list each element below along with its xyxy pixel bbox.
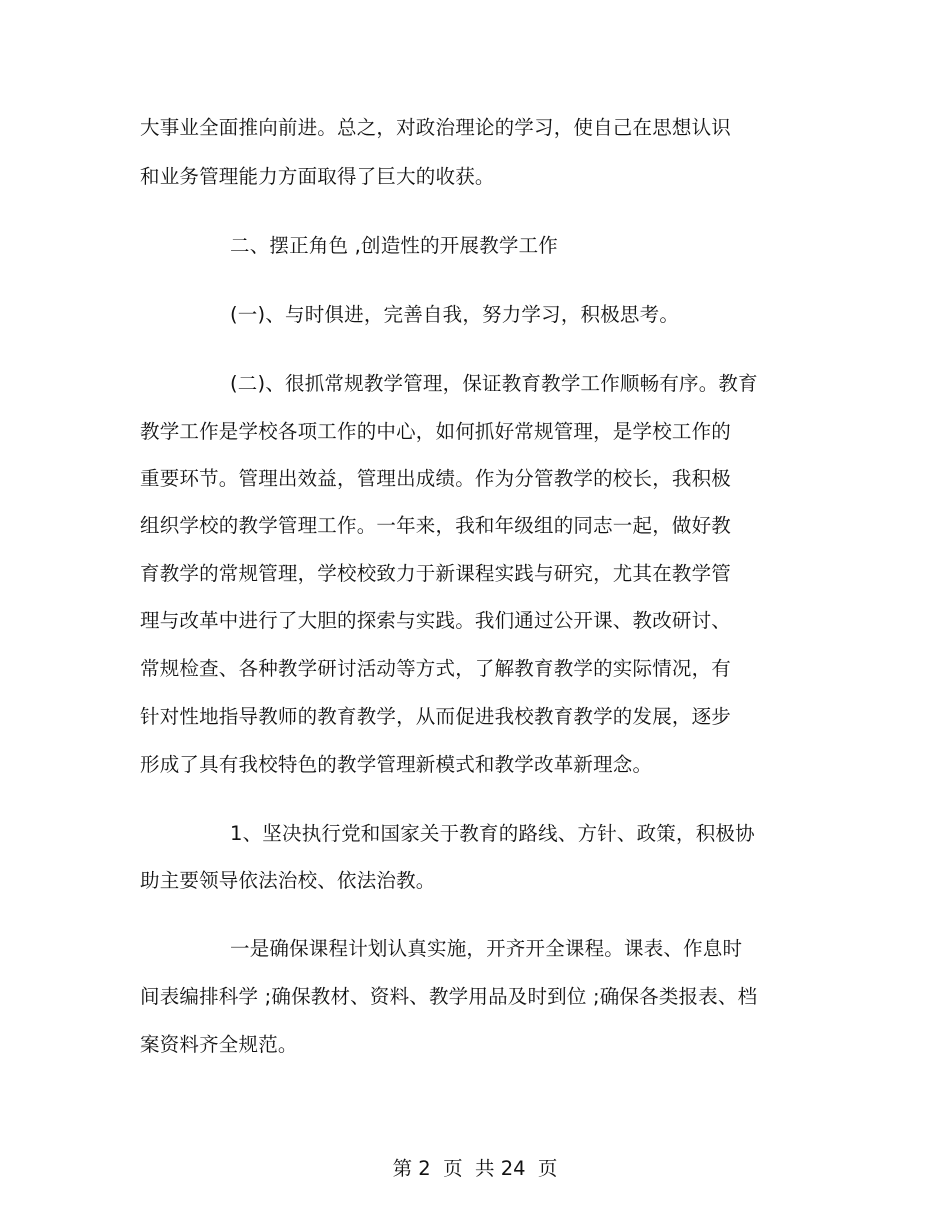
text-line: 形成了具有我校特色的教学管理新模式和教学改革新理念。 <box>140 753 653 776</box>
text-line: 组织学校的教学管理工作。一年来，我和年级组的同志一起，做好教 <box>140 514 732 537</box>
text-line: 助主要领导依法治校、依法治教。 <box>140 869 436 892</box>
text-line: 理与改革中进行了大胆的探索与实践。我们通过公开课、教改研讨、 <box>140 609 732 632</box>
text-line: 重要环节。管理出效益，管理出成绩。作为分管教学的校长，我积极 <box>140 467 732 490</box>
text-line: 教学工作是学校各项工作的中心，如何抓好常规管理，是学校工作的 <box>140 420 732 443</box>
text-line: 大事业全面推向前进。总之，对政治理论的学习，使自己在思想认识 <box>140 116 732 139</box>
text-line: 常规检查、各种教学研讨活动等方式，了解教育教学的实际情况，有 <box>140 657 732 680</box>
text-line: 和业务管理能力方面取得了巨大的收获。 <box>140 165 495 188</box>
text-line: 针对性地指导教师的教育教学，从而促进我校教育教学的发展，逐步 <box>140 705 732 728</box>
paragraph-first-line: (二)、很抓常规教学管理，保证教育教学工作顺畅有序。教育 <box>230 372 758 395</box>
paragraph-first-line: 一是确保课程计划认真实施，开齐开全课程。课表、作息时 <box>230 937 743 960</box>
text-line: 育教学的常规管理，学校校致力于新课程实践与研究，尤其在教学管 <box>140 562 732 585</box>
text-line: 间表编排科学 ;确保教材、资料、教学用品及时到位 ;确保各类报表、档 <box>140 985 758 1008</box>
paragraph-first-line: 1、坚决执行党和国家关于教育的路线、方针、政策，积极协 <box>230 822 755 845</box>
text-line: 案资料齐全规范。 <box>140 1033 298 1056</box>
subsection-heading: (一)、与时俱进，完善自我，努力学习，积极思考。 <box>230 303 680 326</box>
page-number-footer: 第 2 页 共 24 页 <box>392 1157 558 1180</box>
section-heading: 二、摆正角色 ,创造性的开展教学工作 <box>230 234 558 257</box>
